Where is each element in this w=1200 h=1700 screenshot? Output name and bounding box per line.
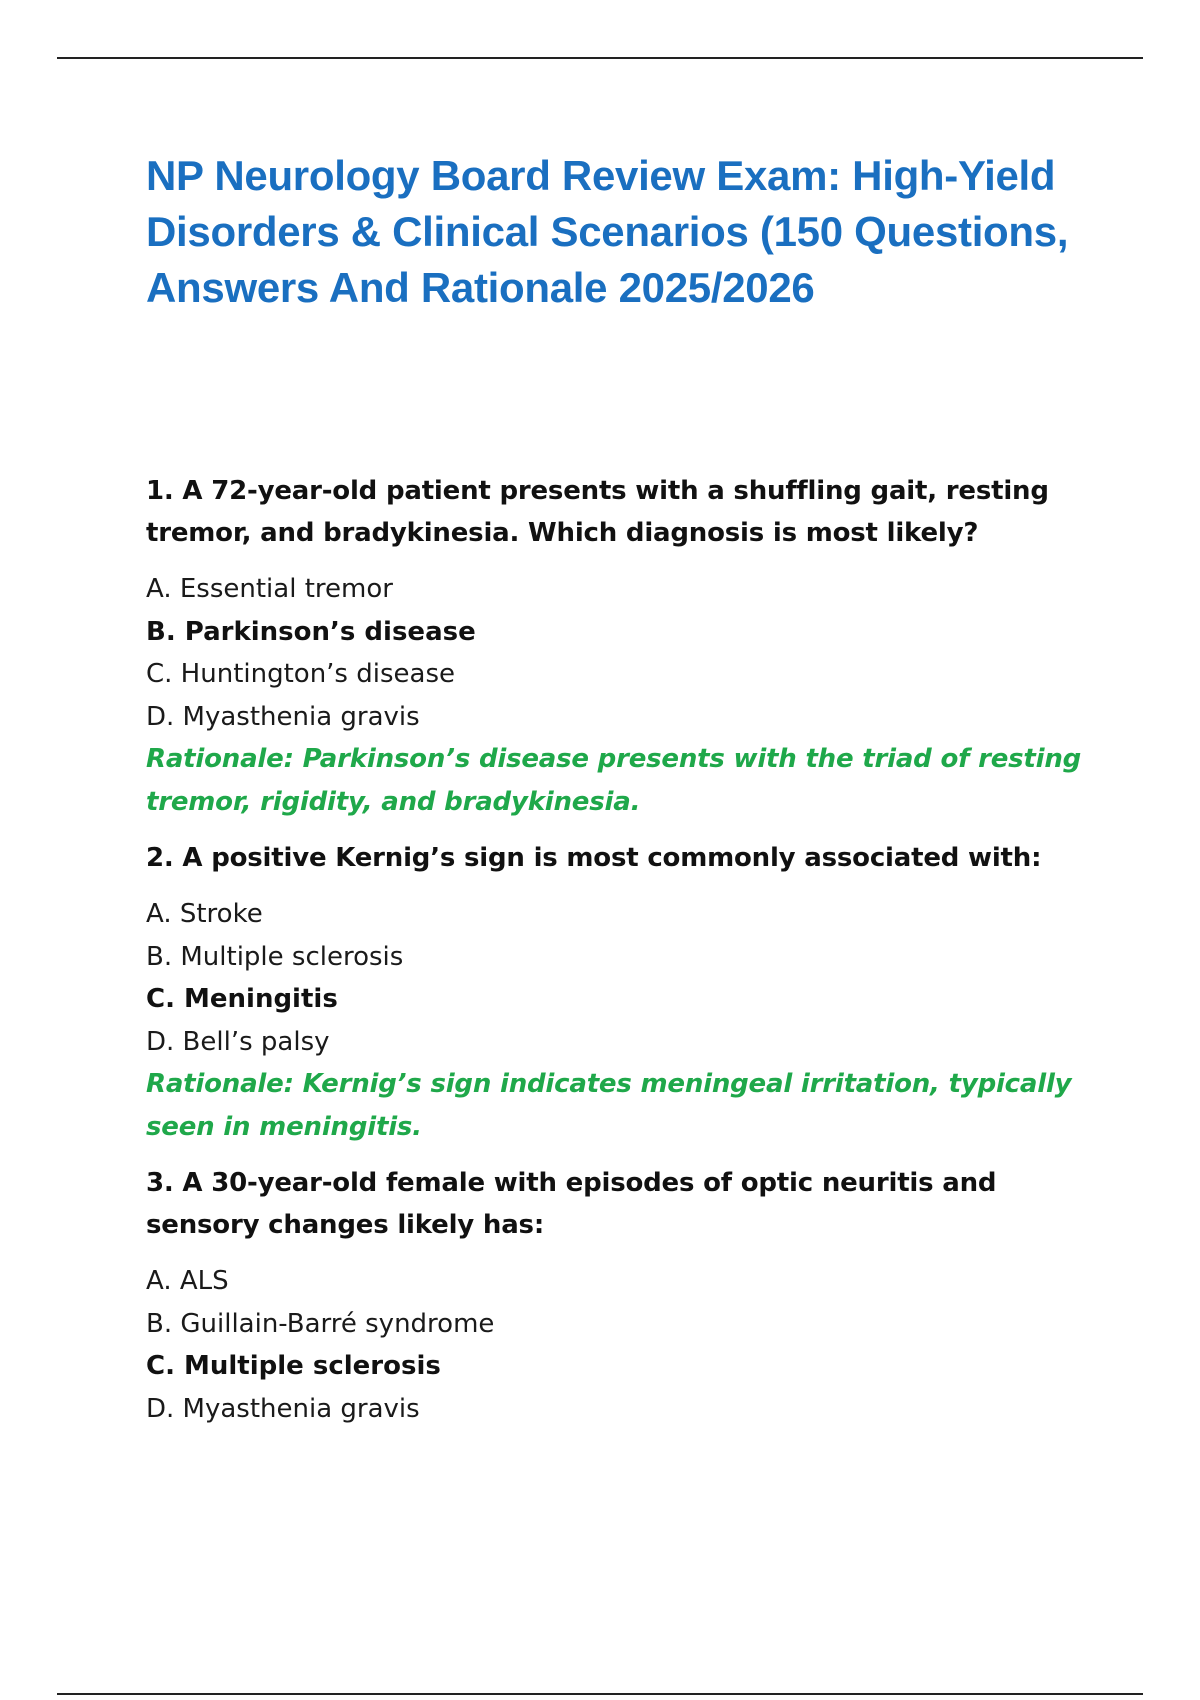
option-c-correct: C. Multiple sclerosis <box>146 1351 441 1381</box>
question-3 <box>146 1162 1106 1430</box>
option-c-correct: C. Meningitis <box>146 984 338 1014</box>
option-b: B. Guillain-Barré syndrome <box>146 1308 495 1339</box>
question-text: 3. A 30-year-old female with episodes of optic neuritis and sensory changes likely has: <box>146 1168 997 1240</box>
question-text: 1. A 72-year-old patient presents with a shuffling gait, resting tremor, and bradykinesia. Which diagnosis is most likely? <box>146 476 1049 548</box>
option-d: D. Myasthenia gravis <box>146 701 420 732</box>
rationale: Rationale: Parkinson’s disease presents with the triad of resting tremor, rigidity, and bradykinesia. <box>146 744 1082 817</box>
footer-rule <box>57 1693 1143 1695</box>
option-d: D. Myasthenia gravis <box>146 1393 420 1424</box>
question-text: 2. A positive Kernig’s sign is most commonly associated with: <box>146 843 1042 873</box>
question-1 <box>146 470 1106 823</box>
question-2 <box>146 837 1106 1148</box>
option-a: A. Stroke <box>146 899 263 929</box>
question-list <box>146 470 1106 1444</box>
header-rule <box>57 57 1143 59</box>
option-a: A. ALS <box>146 1266 229 1296</box>
option-b: B. Multiple sclerosis <box>146 941 404 972</box>
option-d: D. Bell’s palsy <box>146 1026 330 1057</box>
option-c: C. Huntington’s disease <box>146 659 455 689</box>
option-b-correct: B. Parkinson’s disease <box>146 616 476 647</box>
option-a: A. Essential tremor <box>146 574 393 604</box>
document-title: NP Neurology Board Review Exam: High-Yield Disorders & Clinical Scenarios (150 Questions, Answers And Rationale 2025/2026 <box>146 152 1069 311</box>
rationale: Rationale: Kernig’s sign indicates meningeal irritation, typically seen in meningitis. <box>146 1069 1072 1142</box>
